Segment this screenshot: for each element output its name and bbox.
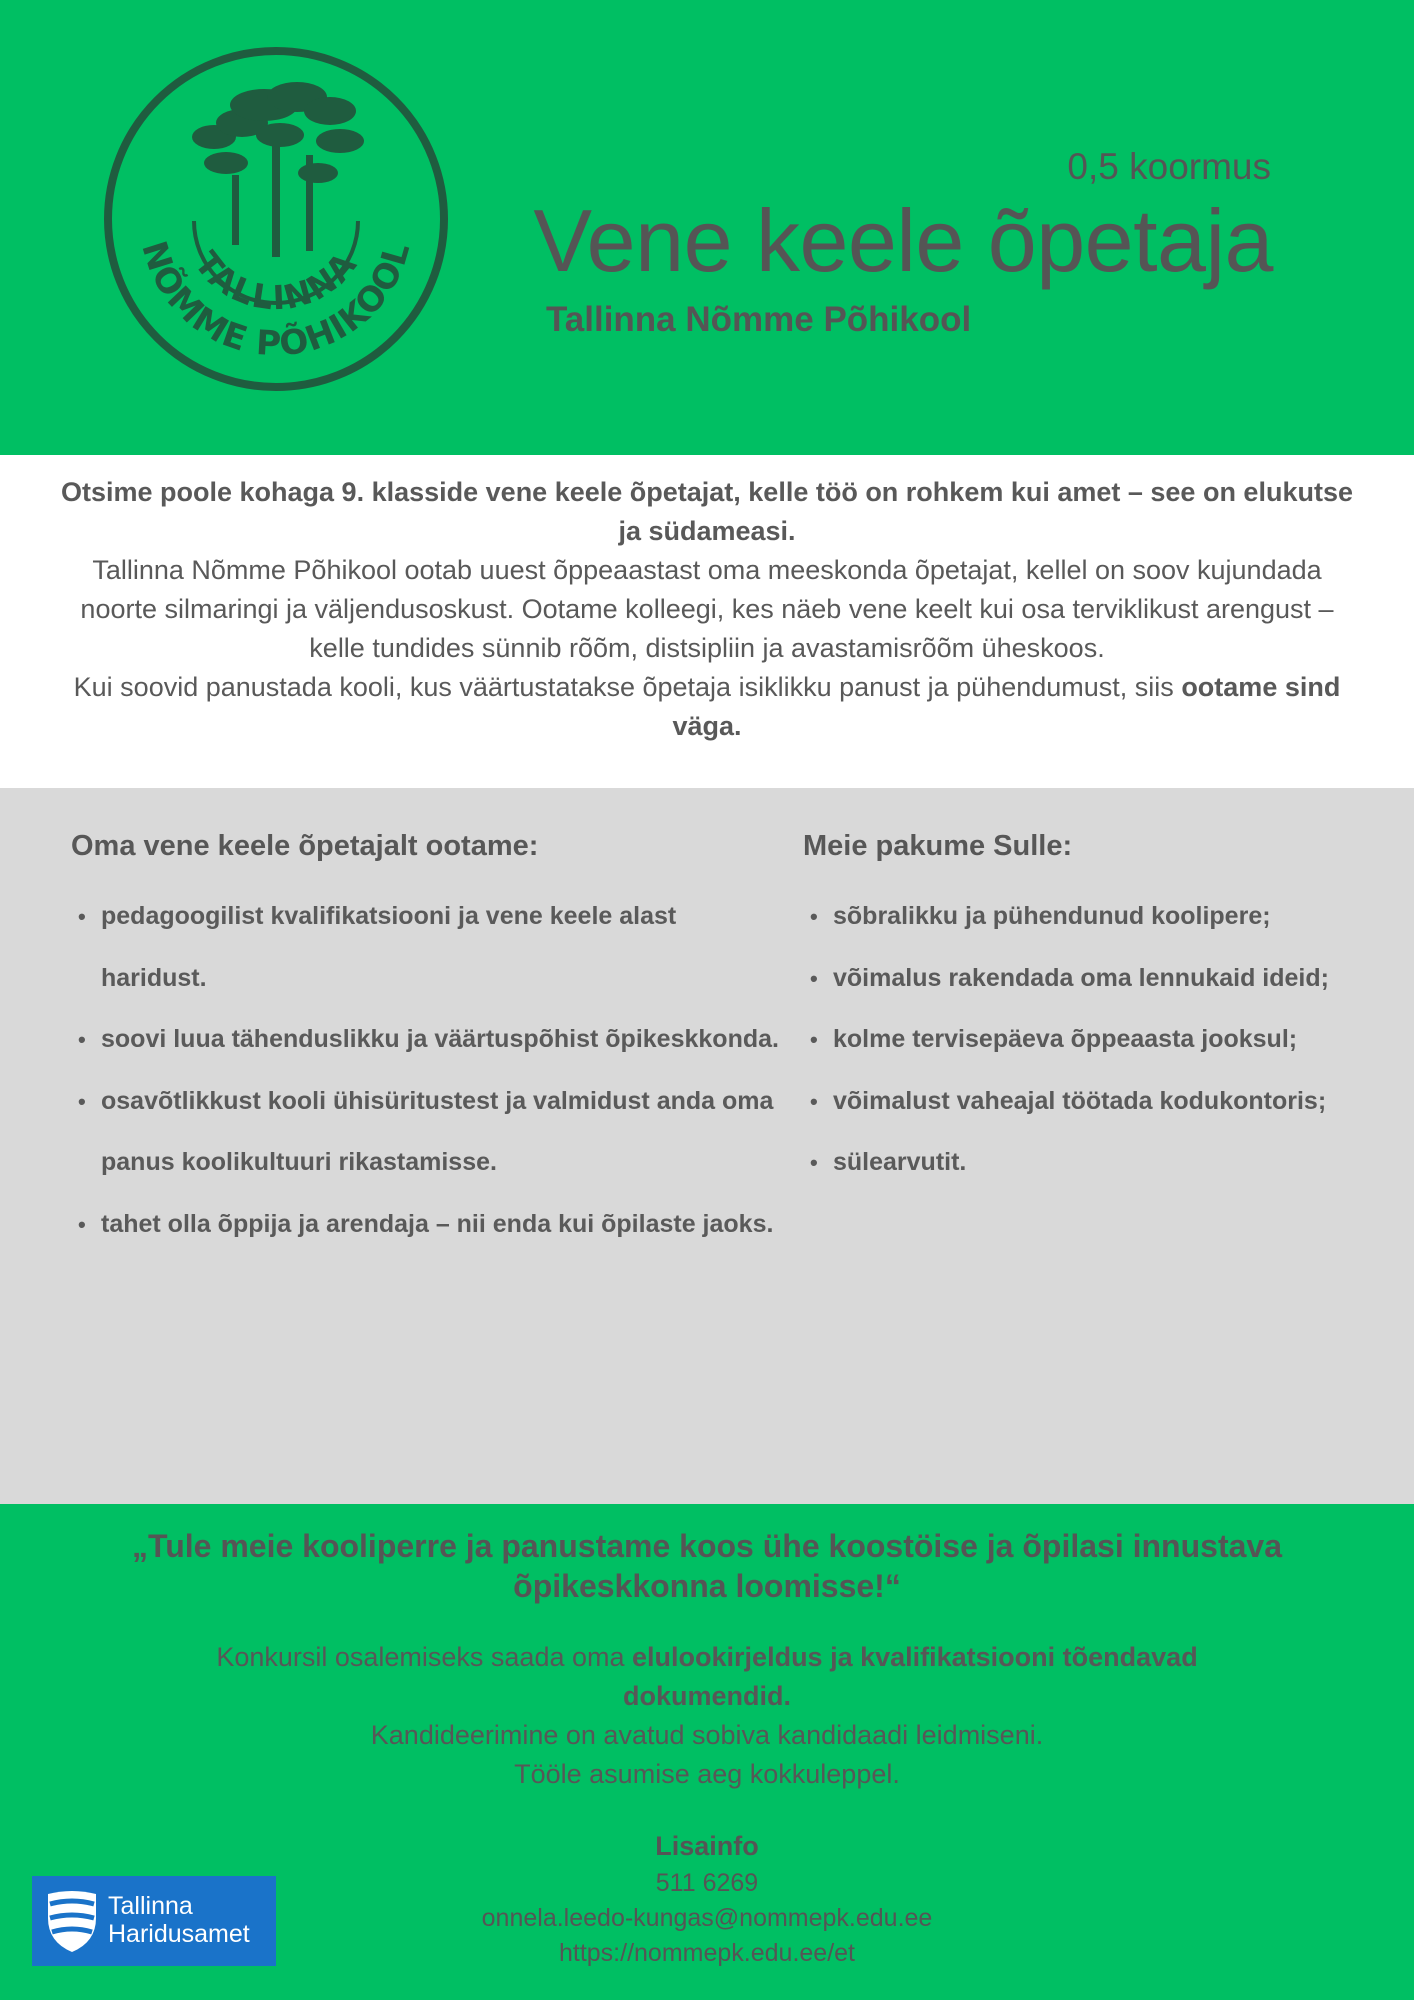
bullet-icon: • [78,904,86,929]
svg-text:TALLINNA: TALLINNA [187,243,366,318]
offers-column [803,824,1373,1194]
list-item-text: kolme tervisepäeva õppeaasta jooksul; [833,1025,1298,1053]
bullet-icon: • [78,1088,86,1114]
application-text: Konkursil osalemiseks saada oma [216,1642,625,1672]
contact-phone[interactable]: 511 6269 [655,1869,759,1897]
list-item-text: osavõtlikkust kooli ühisüritustest ja valmidust anda oma panus koolikultuuri rikastamisse. [101,1086,774,1176]
svg-text:NÕMME PÕHIKOOL: NÕMME PÕHIKOOL [133,236,419,365]
school-name: Tallinna Nõmme Põhikool [546,300,972,339]
bullet-icon: • [810,965,818,991]
application-info [140,1638,1274,1794]
list-item-text: võimalus rakendada oma lennukaid ideid; [833,963,1329,992]
requirements-column [71,824,781,1255]
list-item [71,1194,781,1256]
haridusamet-logo-line1: Tallinna [108,1892,193,1920]
contact-block [300,1826,1114,1971]
bullet-icon: • [78,1211,86,1237]
page-title: Vene keele õpetaja [533,191,1273,290]
tallinn-coat-of-arms-icon [44,1888,100,1954]
list-item [71,886,781,1009]
lists-section [0,788,1414,1504]
list-item-text: tahet olla õppija ja arendaja – nii enda kui õpilaste jaoks. [101,1209,774,1238]
intro-lead: Otsime poole kohaga 9. klasside vene keele õpetajat, kelle töö on rohkem kui amet – see on elukutse ja südameasi. [61,477,1353,546]
offers-list [803,886,1373,1194]
school-logo [102,45,450,393]
haridusamet-logo [32,1876,276,1966]
contact-email[interactable]: onnela.leedo-kungas@nommepk.edu.ee [481,1904,933,1932]
candidacy-info: Kandideerimine on avatud sobiva kandidaadi leidmiseni. [370,1720,1044,1750]
bullet-icon: • [810,1027,818,1052]
application-documents: elulookirjeldus ja kvalifikatsiooni tõendavad dokumendid. [623,1642,1198,1711]
pine-trees-icon [102,45,450,393]
intro-closing-text: Kui soovid panustada kooli, kus väärtustatakse õpetaja isiklikku panust ja pühendumust, siis [73,672,1174,702]
list-item [803,1132,1373,1194]
bullet-icon: • [810,1150,818,1175]
list-item [71,1009,781,1071]
bullet-icon: • [810,904,818,929]
offers-heading: Meie pakume Sulle: [803,830,1073,862]
list-item-text: sülearvutit. [833,1148,967,1176]
footer-banner [0,1504,1414,2000]
requirements-list [71,886,781,1255]
contact-url[interactable]: https://nommepk.edu.ee/et [558,1939,855,1967]
list-item [803,886,1373,948]
haridusamet-logo-line2: Haridusamet [108,1920,250,1948]
list-item [71,1071,781,1194]
bullet-icon: • [810,1088,818,1114]
intro-closing [60,668,1354,746]
header-banner [0,0,1414,455]
quote: „Tule meie kooliperre ja panustame koos ühe koostöise ja õpilasi innustava õpikeskkonna loomisse!“ [132,1528,1282,1604]
intro-section [0,455,1414,788]
list-item [803,1009,1373,1071]
list-item-text: pedagoogilist kvalifikatsiooni ja vene keele alast haridust. [101,902,677,992]
list-item-text: soovi luua tähenduslikku ja väärtuspõhist õpikeskkonda. [101,1025,779,1053]
list-item [803,948,1373,1010]
intro-body: Tallinna Nõmme Põhikool ootab uuest õppeaastast oma meeskonda õpetajat, kellel on soov kujundada noorte silmaringi ja väljendusoskust. Ootame kolleegi, kes näeb vene keelt kui osa terviklikust arengust – kelle tundides sünnib rõõm, distsipliin ja avastamisrõõm üheskoos. [80,555,1334,663]
contact-heading: Lisainfo [655,1831,759,1861]
list-item [803,1071,1373,1133]
start-info: Tööle asumise aeg kokkuleppel. [514,1759,900,1789]
workload-label: 0,5 koormus [1067,146,1271,187]
bullet-icon: • [78,1027,86,1052]
list-item-text: sõbralikku ja pühendunud koolipere; [833,902,1271,930]
application-instructions [140,1638,1274,1716]
list-item-text: võimalust vaheajal töötada kodukontoris; [833,1086,1327,1115]
intro-closing-emphasis: ootame sind väga. [672,672,1341,741]
requirements-heading: Oma vene keele õpetajalt ootame: [71,830,539,862]
